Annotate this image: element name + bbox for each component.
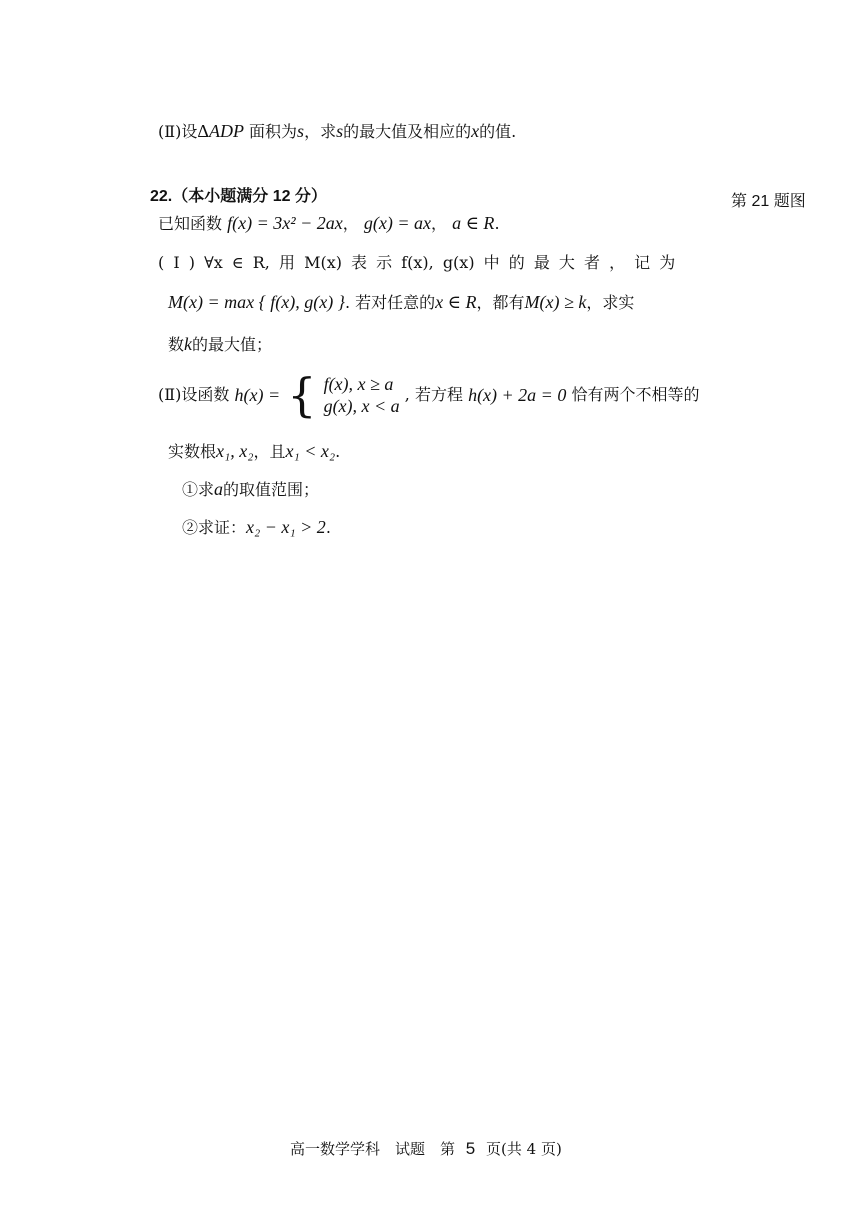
part1-text-f: 的最大值；	[192, 335, 273, 354]
part1-statement: ( Ⅰ ) ∀x ∈ R, 用 M(x) 表 示 f(x), g(x) 中 的 最 大 者 ， 记 为	[158, 253, 676, 272]
piecewise-cases	[324, 373, 400, 417]
q21-text-3: 的最大值及相应的	[343, 122, 472, 141]
roots: x₁, x₂	[216, 441, 254, 461]
q22-title: 22.（本小题满分 12 分）	[150, 188, 327, 205]
sep-1: ，	[342, 214, 359, 233]
part1-text-c: ，都有	[476, 293, 525, 312]
part2-mid: , 若方程	[404, 384, 463, 404]
footer-subject: 高一数学学科 试题 第	[290, 1140, 456, 1158]
page-footer	[290, 1138, 562, 1160]
m-inequality: M(x) ≥ k	[524, 292, 587, 312]
a-condition: a ∈ R	[452, 213, 495, 233]
var-s: s	[297, 121, 305, 141]
var-x: x	[471, 121, 480, 141]
q21-text-4: 的值.	[479, 122, 517, 141]
q22-sub1	[182, 478, 319, 501]
triangle-name: ADP	[208, 121, 244, 141]
sub1-tail: 的取值范围；	[223, 480, 320, 499]
q21-part2-line	[158, 120, 516, 143]
roots-end: .	[335, 442, 341, 461]
roots-mid: ，且	[253, 442, 286, 461]
roots-order: x₁ < x₂	[285, 441, 336, 461]
part1-text-e: 数	[168, 335, 185, 354]
sep-2: ，	[431, 214, 448, 233]
h-equation: h(x) + 2a = 0	[468, 384, 567, 405]
f-definition: f(x) = 3x² − 2ax	[227, 213, 343, 233]
q21-part2-prefix: (Ⅱ)设	[158, 122, 198, 141]
q22-part2-line1	[158, 366, 699, 422]
sub2-expression: x₂ − x₁ > 2	[246, 517, 326, 537]
sub1-lead: ①求	[182, 480, 215, 499]
q22-sub2	[182, 516, 331, 539]
delta-symbol: Δ	[197, 121, 209, 141]
m-definition: M(x) = max { f(x), g(x) }	[168, 292, 345, 312]
case-1: f(x), x ≥ a	[323, 373, 394, 394]
given-lead: 已知函数	[158, 214, 223, 233]
part2-tail: 恰有两个不相等的	[571, 384, 700, 404]
footer-page-number: 5	[465, 1139, 476, 1158]
q22-part1-line1	[158, 252, 675, 274]
part2-prefix: (Ⅱ)设函数	[158, 384, 230, 404]
case-2: g(x), x < a	[323, 395, 400, 416]
q22-part2-line2	[168, 440, 340, 463]
h-lhs: h(x) =	[234, 384, 281, 405]
q22-given-line	[158, 212, 500, 235]
var-a: a	[214, 479, 224, 499]
figure-caption: 第 21 题图	[731, 193, 806, 210]
var-s-2: s	[336, 121, 344, 141]
q22-part1-line2	[168, 291, 634, 314]
left-brace-icon: {	[287, 367, 317, 422]
q21-text-2: ，求	[304, 122, 337, 141]
q22-part1-line3	[168, 333, 272, 356]
part1-text-b: . 若对任意的	[344, 293, 436, 312]
x-in-r: x ∈ R	[435, 292, 477, 312]
roots-lead: 实数根	[168, 442, 217, 461]
sub2-lead: ②求证：	[182, 518, 247, 537]
part1-text-d: ，求实	[586, 293, 635, 312]
q21-text-1: 面积为	[243, 122, 298, 141]
given-end: .	[494, 214, 500, 233]
footer-total: 页(共 4 页)	[486, 1140, 562, 1158]
sub2-end: .	[325, 518, 331, 537]
g-definition: g(x) = ax	[363, 213, 431, 233]
var-k: k	[184, 334, 193, 354]
